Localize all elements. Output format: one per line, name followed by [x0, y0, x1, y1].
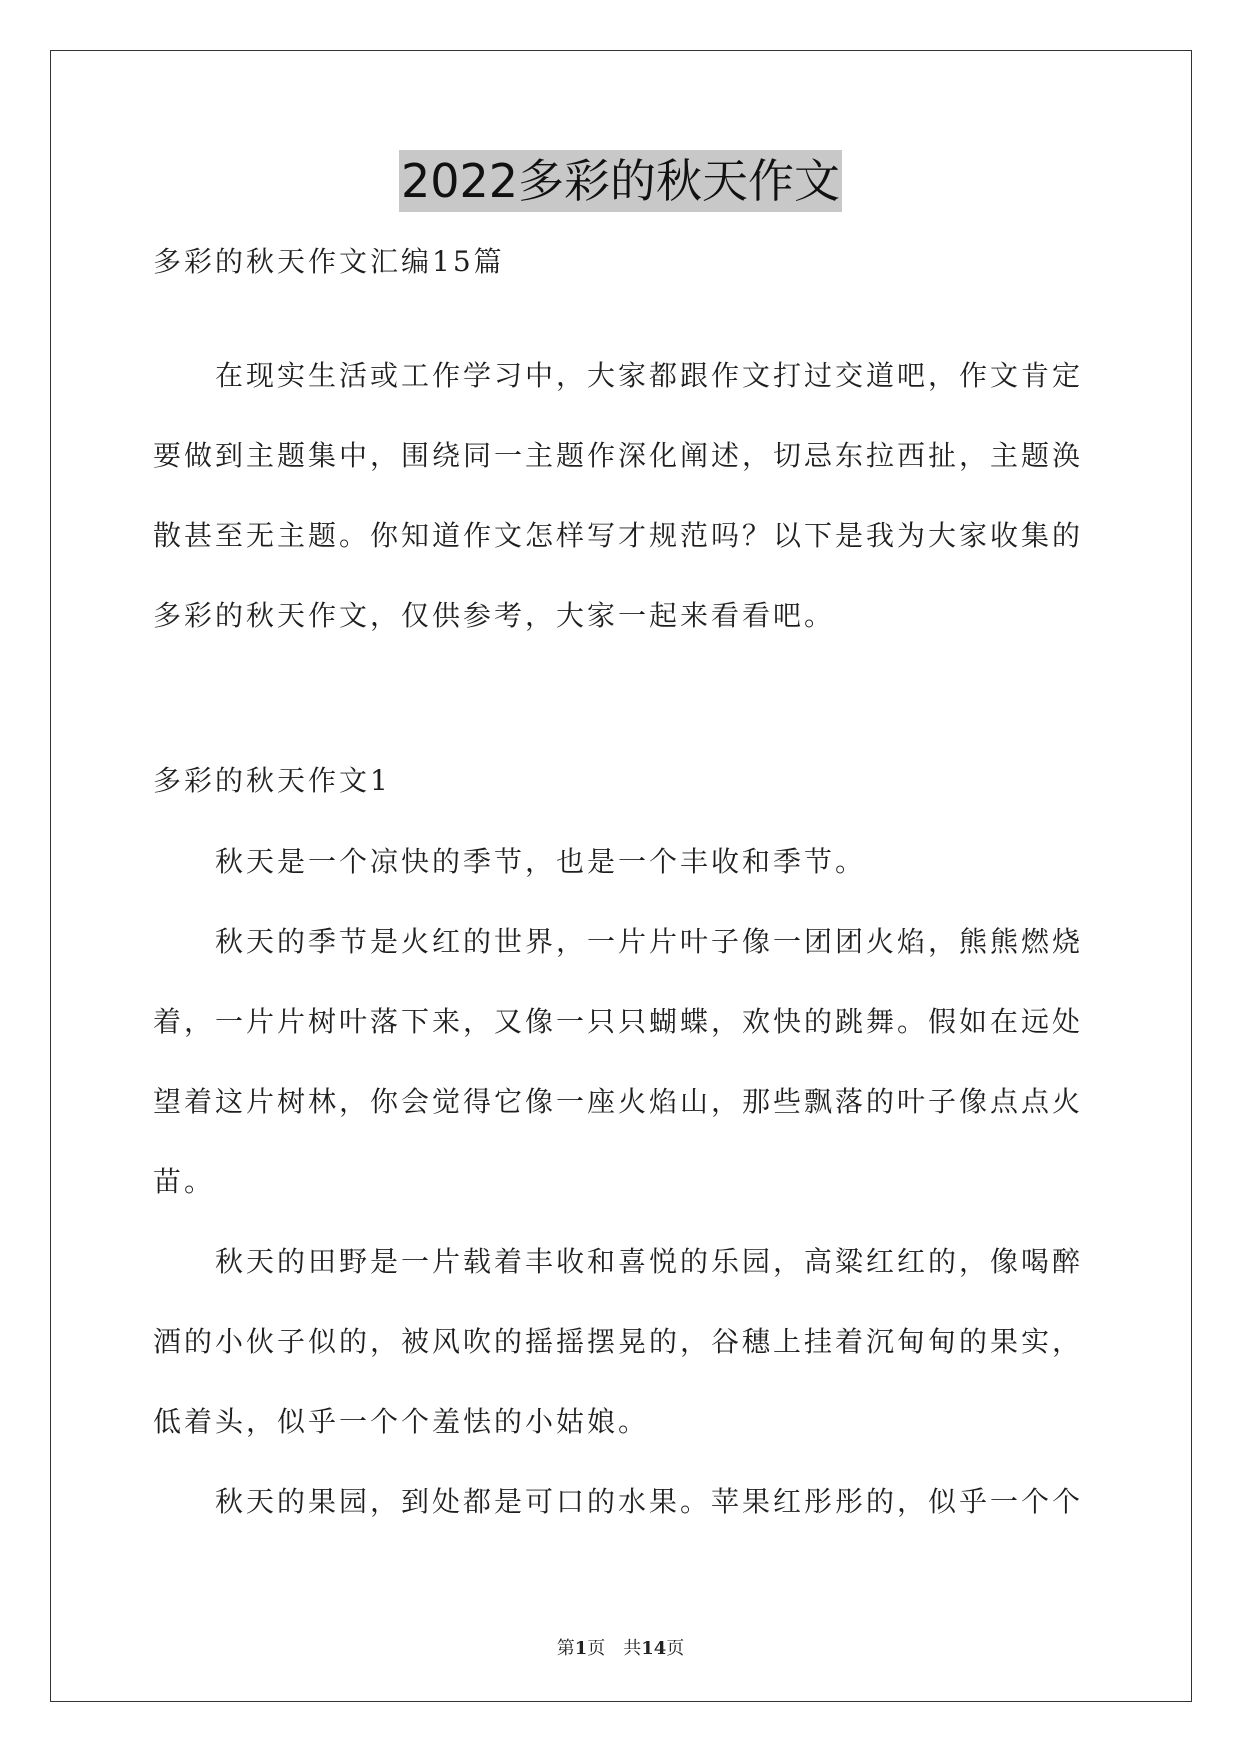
document-title: 2022多彩的秋天作文 [399, 150, 842, 212]
intro-line-1: 在现实生活或工作学习中，大家都跟作文打过交道吧，作文肯定 [215, 359, 1084, 392]
body-line-2: 秋天的季节是火红的世界，一片片叶子像一团团火焰，熊熊燃烧 [215, 925, 1084, 958]
document-subtitle: 多彩的秋天作文汇编15篇 [153, 245, 505, 278]
intro-line-4: 多彩的秋天作文，仅供参考，大家一起来看看吧。 [153, 599, 836, 632]
footer-total-pages: 14 [641, 1638, 667, 1659]
body-line-3: 着，一片片树叶落下来，又像一只只蝴蝶，欢快的跳舞。假如在远处 [153, 1005, 1084, 1038]
section-heading: 多彩的秋天作文1 [153, 764, 391, 797]
body-line-5: 苗。 [153, 1165, 216, 1198]
body-line-7: 酒的小伙子似的，被风吹的摇摇摆晃的，谷穗上挂着沉甸甸的果实， [153, 1325, 1084, 1358]
body-line-4: 望着这片树林，你会觉得它像一座火焰山，那些飘落的叶子像点点火 [153, 1085, 1084, 1118]
body-line-8: 低着头，似乎一个个羞怯的小姑娘。 [153, 1405, 650, 1438]
intro-line-3: 散甚至无主题。你知道作文怎样写才规范吗？以下是我为大家收集的 [153, 519, 1084, 552]
title-container [0, 150, 1241, 212]
body-line-9: 秋天的果园，到处都是可口的水果。苹果红彤彤的，似乎一个个 [215, 1485, 1084, 1518]
footer-middle: 页 共 [587, 1638, 642, 1659]
body-line-1: 秋天是一个凉快的季节，也是一个丰收和季节。 [215, 845, 867, 878]
footer-current-page: 1 [574, 1638, 588, 1659]
body-line-6: 秋天的田野是一片载着丰收和喜悦的乐园，高粱红红的，像喝醉 [215, 1245, 1084, 1278]
footer-suffix: 页 [666, 1638, 685, 1659]
intro-line-2: 要做到主题集中，围绕同一主题作深化阐述，切忌东拉西扯，主题涣 [153, 439, 1084, 472]
page-footer [0, 1634, 1241, 1660]
footer-prefix: 第 [556, 1638, 575, 1659]
